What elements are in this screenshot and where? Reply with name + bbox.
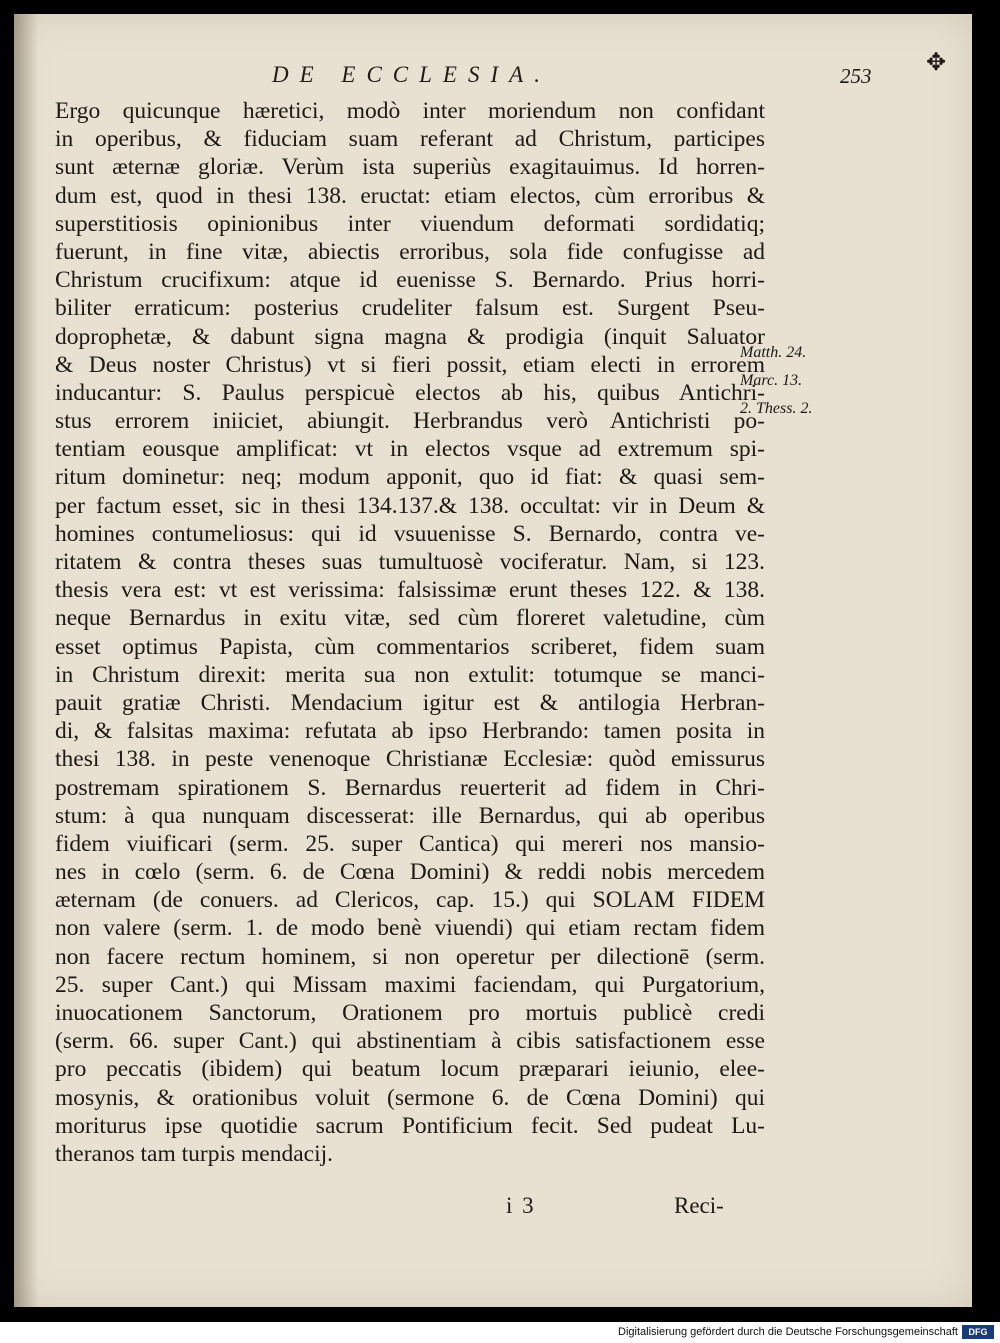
ornament-icon: ✥ xyxy=(926,50,947,76)
text-line: Christum crucifixum: atque id euenisse S. Bernardo. Prius horri- xyxy=(55,267,765,294)
text-line: pauit gratiæ Christi. Mendacium igitur est & antilogia Herbran- xyxy=(55,689,765,716)
text-line: homines contumeliosus: qui id vsuuenisse S. Bernardo, contra ve- xyxy=(55,520,765,547)
text-line: tentiam eousque amplificat: vt in electos vsque ad extremum spi- xyxy=(55,436,765,463)
footer-bar xyxy=(0,1322,1000,1343)
text-line: ritum dominetur: neq; modum apponit, quo id fiat: & quasi sem- xyxy=(55,464,765,491)
text-line: sunt æternæ gloriæ. Verùm ista superiùs exagitauimus. Id horren- xyxy=(55,154,765,181)
text-line: in Christum direxit: merita sua non extulit: totumque se manci- xyxy=(55,661,765,688)
page-number: 253 xyxy=(840,64,872,88)
text-line: & Deus noster Christus) vt si fieri possit, etiam electi in errorem xyxy=(55,351,765,378)
text-line: theranos tam turpis mendacij. xyxy=(55,1140,334,1167)
page-gutter-shadow xyxy=(14,14,38,1307)
footer-credit: Digitalisierung gefördert durch die Deutsche Forschungsgemeinschaft xyxy=(618,1326,958,1338)
text-line: non facere rectum hominem, si non operetur per dilectionē (serm. xyxy=(55,943,765,970)
text-line: biliter erraticum: posterius crudeliter falsum est. Surgent Pseu- xyxy=(55,295,765,322)
text-line: ritatem & contra theses suas tumultuosè vociferatur. Nam, si 123. xyxy=(55,549,765,575)
text-line: nes in cœlo (serm. 6. de Cœna Domini) & reddi nobis mercedem xyxy=(55,859,765,886)
signature-mark: i 3 xyxy=(506,1193,536,1218)
text-line: æternam (de conuers. ad Clericos, cap. 15.) qui SOLAM FIDEM xyxy=(55,887,765,914)
text-line: non valere (serm. 1. de modo benè viuendi) qui etiam rectam fidem xyxy=(55,915,765,942)
dfg-logo: DFG xyxy=(962,1325,994,1339)
text-line: esset optimus Papista, cùm commentarios scriberet, fidem suam xyxy=(55,633,765,660)
text-line: dum est, quod in thesi 138. eructat: etiam electos, cùm erroribus & xyxy=(55,182,765,209)
margin-note: 2. Thess. 2. xyxy=(740,400,813,418)
text-line: pro peccatis (ibidem) qui beatum locum præparari ieiunio, elee- xyxy=(55,1056,765,1083)
text-line: 25. super Cant.) qui Missam maximi faciendam, qui Purgatorium, xyxy=(55,971,765,998)
book-page xyxy=(14,14,972,1307)
text-line: postremam spirationem S. Bernardus reuerterit ad fidem in Chri- xyxy=(55,774,765,801)
text-line: inuocationem Sanctorum, Orationem pro mortuis publicè credi xyxy=(55,1000,765,1026)
text-line: inducantur: S. Paulus perspicuè electos ab his, quibus Antichri- xyxy=(55,379,765,406)
text-line: (serm. 66. super Cant.) qui abstinentiam à cibis satisfactionem esse xyxy=(55,1028,765,1055)
text-line: Ergo quicunque hæretici, modò inter moriendum non confidant xyxy=(55,98,765,124)
text-line: neque Bernardus in exitu vitæ, sed cùm floreret valetudine, cùm xyxy=(55,605,765,632)
margin-note: Marc. 13. xyxy=(740,372,803,390)
text-line: mosynis, & orationibus voluit (sermone 6. de Cœna Domini) qui xyxy=(55,1084,765,1111)
margin-notes xyxy=(740,339,812,424)
running-head: DE ECCLESIA. xyxy=(272,62,551,87)
text-line: thesis vera est: vt est verissima: falsissimæ erunt theses 122. & 138. xyxy=(55,577,765,604)
margin-note: Matth. 24. xyxy=(740,344,807,361)
text-line: stus errorem iniiciet, abiungit. Herbrandus verò Antichristi po- xyxy=(55,408,765,435)
text-line: in operibus, & fiduciam suam referant ad Christum, participes xyxy=(55,126,765,153)
text-line: thesi 138. in peste venenoque Christianæ Ecclesiæ: quòd emissurus xyxy=(55,746,765,773)
text-line: fuerunt, in fine vitæ, abiectis erroribus, sola fide confugisse ad xyxy=(55,238,765,265)
text-line: per factum esset, sic in thesi 134.137.& 138. occultat: vir in Deum & xyxy=(55,492,765,519)
body-text xyxy=(55,97,765,1168)
text-line: superstitiosis opinionibus inter viuendum deformati sordidatiq; xyxy=(55,210,765,237)
text-line: stum: à qua nunquam discesserat: ille Bernardus, qui ab operibus xyxy=(55,802,765,829)
text-line: fidem viuificari (serm. 25. super Cantica) qui mereri nos mansio- xyxy=(55,830,765,857)
catchword: Reci- xyxy=(674,1193,724,1218)
text-line: moriturus ipse quotidie sacrum Pontificium fecit. Sed pudeat Lu- xyxy=(55,1112,765,1139)
text-line: di, & falsitas maxima: refutata ab ipso Herbrando: tamen posita in xyxy=(55,718,765,745)
text-line: doprophetæ, & dabunt signa magna & prodigia (inquit Saluator xyxy=(55,323,765,350)
